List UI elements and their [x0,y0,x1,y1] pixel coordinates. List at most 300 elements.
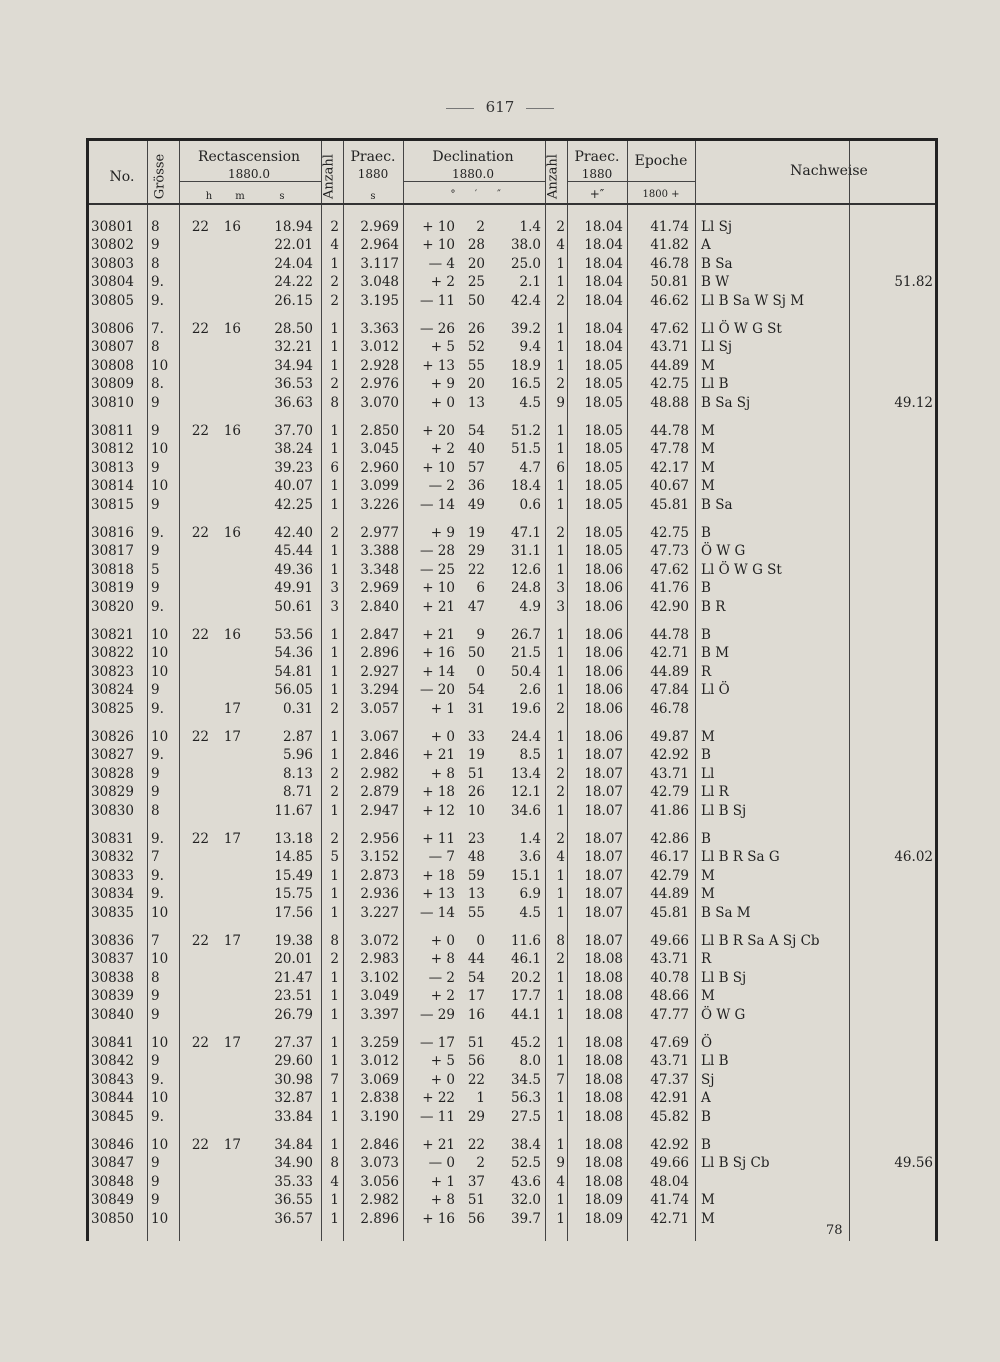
cell-epoche: 44.89 [650,358,689,374]
cell-groesse: 8. [151,376,164,392]
header-ra-unit-s: s [279,191,285,202]
cell-decl-sec: 15.1 [510,868,541,884]
cell-anzahl-decl: 2 [556,831,565,847]
cell-decl-sec: 13.4 [510,766,541,782]
cell-decl-deg: — 14 [420,905,455,921]
cell-decl-sec: 4.7 [519,460,541,476]
cell-praec-decl: 18.08 [584,1109,623,1125]
cell-groesse: 9 [151,1155,160,1171]
cell-praec-ra: 2.983 [360,951,399,967]
cell-anzahl-ra: 1 [330,1053,339,1069]
cell-decl-deg: + 2 [430,441,455,457]
cell-anzahl-decl: 1 [556,886,565,902]
cell-epoche: 47.77 [650,1007,689,1023]
cell-groesse: 9. [151,868,164,884]
cell-praec-decl: 18.04 [584,219,623,235]
cell-epoche: 42.92 [650,1137,689,1153]
cell-groesse: 10 [151,627,169,643]
cell-anzahl-decl: 6 [556,460,565,476]
cell-praec-decl: 18.07 [584,766,623,782]
cell-anzahl-ra: 1 [330,627,339,643]
cell-nachweise: Ll B Sj Cb [701,1155,770,1171]
cell-ra-s: 15.75 [274,886,313,902]
cell-praec-ra: 2.956 [360,831,399,847]
cell-groesse: 9 [151,1007,160,1023]
cell-anzahl-ra: 1 [330,664,339,680]
cell-groesse: 9 [151,1053,160,1069]
cell-praec-ra: 2.846 [360,747,399,763]
cell-groesse: 9. [151,1109,164,1125]
cell-number: 30802 [91,237,134,253]
cell-praec-decl: 18.05 [584,525,623,541]
header-ra-epoch: 1880.0 [228,167,270,181]
cell-decl-deg: + 0 [430,933,455,949]
cell-decl-sec: 6.9 [519,886,541,902]
cell-decl-deg: — 2 [428,970,455,986]
cell-praec-ra: 2.847 [360,627,399,643]
cell-decl-sec: 9.4 [519,339,541,355]
cell-epoche: 48.04 [650,1174,689,1190]
cell-epoche: 47.73 [650,543,689,559]
cell-nachweise: M [701,886,715,902]
cell-praec-ra: 3.117 [360,256,399,272]
cell-ra-h: 22 [191,423,209,439]
header-ra-unit-m: m [235,191,245,202]
cell-number: 30850 [91,1211,134,1227]
cell-groesse: 9 [151,784,160,800]
cell-decl-min: 55 [467,905,485,921]
cell-groesse: 10 [151,905,169,921]
cell-number: 30821 [91,627,134,643]
cell-epoche: 47.84 [650,682,689,698]
cell-decl-deg: — 17 [420,1035,455,1051]
cell-decl-sec: 19.6 [510,701,541,717]
cell-decl-sec: 1.4 [519,831,541,847]
cell-number: 30824 [91,682,134,698]
cell-decl-sec: 24.4 [510,729,541,745]
cell-groesse: 8 [151,339,160,355]
cell-anzahl-ra: 1 [330,1137,339,1153]
cell-number: 30836 [91,933,134,949]
sheet-signature: 78 [826,1223,843,1238]
cell-decl-sec: 46.1 [510,951,541,967]
cell-anzahl-ra: 7 [330,1072,339,1088]
header-praec-decl-unit: +″ [589,187,605,201]
cell-anzahl-decl: 1 [556,1109,565,1125]
cell-ra-m: 17 [223,1137,241,1153]
cell-anzahl-decl: 1 [556,747,565,763]
cell-anzahl-ra: 2 [330,951,339,967]
cell-decl-min: 19 [467,525,485,541]
cell-anzahl-decl: 1 [556,970,565,986]
cell-decl-min: 26 [467,784,485,800]
cell-decl-sec: 27.5 [510,1109,541,1125]
cell-praec-ra: 2.977 [360,525,399,541]
cell-epoche: 45.82 [650,1109,689,1125]
header-anzahl-ra: Anzahl [321,154,337,199]
cell-epoche: 42.75 [650,525,689,541]
cell-anzahl-ra: 1 [330,1035,339,1051]
cell-praec-ra: 2.964 [360,237,399,253]
cell-groesse: 9. [151,886,164,902]
cell-epoche: 42.91 [650,1090,689,1106]
cell-number: 30818 [91,562,134,578]
cell-number: 30822 [91,645,134,661]
cell-groesse: 10 [151,441,169,457]
cell-anzahl-ra: 1 [330,543,339,559]
cell-nachweise: Ll B R Sa G [701,849,780,865]
cell-anzahl-ra: 1 [330,1090,339,1106]
cell-number: 30843 [91,1072,134,1088]
cell-anzahl-ra: 3 [330,580,339,596]
cell-decl-deg: — 11 [420,293,455,309]
cell-praec-decl: 18.07 [584,747,623,763]
cell-decl-min: 44 [467,951,485,967]
cell-praec-decl: 18.05 [584,358,623,374]
cell-ra-s: 24.22 [274,274,313,290]
cell-groesse: 9. [151,831,164,847]
cell-decl-min: 22 [467,1072,485,1088]
cell-praec-ra: 3.259 [360,1035,399,1051]
cell-decl-min: 52 [467,339,485,355]
cell-anzahl-decl: 1 [556,988,565,1004]
cell-decl-deg: + 22 [422,1090,455,1106]
cell-decl-deg: + 10 [422,237,455,253]
cell-groesse: 10 [151,358,169,374]
cell-anzahl-ra: 1 [330,970,339,986]
cell-groesse: 8 [151,803,160,819]
cell-decl-min: 55 [467,358,485,374]
cell-ra-m: 16 [223,423,241,439]
cell-groesse: 7 [151,849,160,865]
cell-ra-s: 36.63 [274,395,313,411]
cell-anzahl-ra: 1 [330,1007,339,1023]
cell-anzahl-decl: 1 [556,1137,565,1153]
cell-decl-deg: + 9 [430,376,455,392]
header-decl-unit-sec: ″ [497,189,501,200]
cell-decl-sec: 4.5 [519,395,541,411]
cell-praec-decl: 18.07 [584,784,623,800]
cell-ra-s: 11.67 [274,803,313,819]
cell-anzahl-ra: 1 [330,729,339,745]
cell-praec-decl: 18.08 [584,1053,623,1069]
cell-praec-ra: 3.348 [360,562,399,578]
cell-nachweise: B [701,525,711,541]
cell-epoche: 49.66 [650,933,689,949]
cell-praec-ra: 3.388 [360,543,399,559]
cell-nachweise: A [701,237,711,253]
cell-decl-min: 51 [467,1192,485,1208]
cell-decl-deg: + 1 [430,701,455,717]
cell-decl-deg: + 12 [422,803,455,819]
cell-praec-decl: 18.05 [584,441,623,457]
cell-epoche: 49.66 [650,1155,689,1171]
cell-decl-deg: + 18 [422,868,455,884]
cell-epoche: 50.81 [650,274,689,290]
cell-ra-s: 22.01 [274,237,313,253]
cell-praec-ra: 2.846 [360,1137,399,1153]
cell-praec-ra: 3.073 [360,1155,399,1171]
cell-ra-s: 34.94 [274,358,313,374]
cell-ra-s: 54.81 [274,664,313,680]
cell-praec-decl: 18.06 [584,599,623,615]
cell-praec-ra: 2.982 [360,1192,399,1208]
cell-decl-sec: 12.1 [510,784,541,800]
cell-ra-h: 22 [191,729,209,745]
cell-groesse: 9. [151,747,164,763]
column-rule [567,141,568,1241]
cell-mean-epoch: 49.56 [894,1155,933,1171]
cell-number: 30845 [91,1109,134,1125]
cell-praec-ra: 2.960 [360,460,399,476]
cell-decl-sec: 38.4 [510,1137,541,1153]
cell-anzahl-ra: 1 [330,868,339,884]
cell-decl-deg: + 2 [430,988,455,1004]
cell-ra-s: 21.47 [274,970,313,986]
cell-praec-ra: 2.982 [360,766,399,782]
cell-number: 30803 [91,256,134,272]
cell-praec-decl: 18.08 [584,1174,623,1190]
cell-epoche: 46.78 [650,701,689,717]
cell-number: 30814 [91,478,134,494]
cell-anzahl-ra: 1 [330,256,339,272]
cell-ra-s: 14.85 [274,849,313,865]
cell-praec-ra: 3.072 [360,933,399,949]
cell-number: 30828 [91,766,134,782]
cell-nachweise: M [701,460,715,476]
cell-ra-s: 27.37 [274,1035,313,1051]
cell-number: 30835 [91,905,134,921]
cell-anzahl-decl: 1 [556,423,565,439]
cell-anzahl-ra: 1 [330,803,339,819]
cell-decl-deg: + 13 [422,886,455,902]
cell-praec-ra: 3.069 [360,1072,399,1088]
cell-anzahl-ra: 4 [330,1174,339,1190]
cell-groesse: 7 [151,933,160,949]
cell-praec-decl: 18.09 [584,1192,623,1208]
cell-anzahl-ra: 1 [330,747,339,763]
cell-praec-ra: 2.873 [360,868,399,884]
cell-ra-s: 13.18 [274,831,313,847]
cell-nachweise: B Sa [701,497,733,513]
cell-praec-decl: 18.04 [584,237,623,253]
cell-anzahl-ra: 1 [330,682,339,698]
cell-groesse: 5 [151,562,160,578]
cell-anzahl-ra: 4 [330,237,339,253]
cell-number: 30809 [91,376,134,392]
cell-decl-sec: 11.6 [510,933,541,949]
cell-anzahl-ra: 1 [330,645,339,661]
cell-decl-sec: 24.8 [510,580,541,596]
cell-praec-decl: 18.06 [584,664,623,680]
cell-decl-sec: 50.4 [510,664,541,680]
cell-epoche: 42.71 [650,645,689,661]
cell-decl-sec: 8.5 [519,747,541,763]
cell-praec-decl: 18.07 [584,849,623,865]
cell-anzahl-decl: 2 [556,701,565,717]
cell-praec-decl: 18.08 [584,1137,623,1153]
cell-nachweise: Ll Ö W G St [701,562,782,578]
cell-anzahl-ra: 1 [330,441,339,457]
cell-epoche: 41.76 [650,580,689,596]
cell-praec-ra: 2.896 [360,1211,399,1227]
cell-epoche: 42.75 [650,376,689,392]
cell-praec-ra: 3.227 [360,905,399,921]
cell-decl-min: 17 [467,988,485,1004]
cell-nachweise: Ö W G [701,543,746,559]
cell-anzahl-decl: 8 [556,933,565,949]
cell-decl-min: 13 [467,886,485,902]
header-praec-ra-year: 1880 [357,167,389,181]
cell-praec-decl: 18.08 [584,988,623,1004]
cell-ra-m: 17 [223,933,241,949]
header-praec-ra-unit: s [370,191,376,202]
cell-decl-deg: + 21 [422,747,455,763]
cell-ra-s: 28.50 [274,321,313,337]
cell-anzahl-decl: 1 [556,497,565,513]
cell-decl-deg: + 8 [430,766,455,782]
cell-decl-deg: + 10 [422,460,455,476]
cell-praec-ra: 3.099 [360,478,399,494]
cell-decl-sec: 2.1 [519,274,541,290]
cell-anzahl-decl: 2 [556,784,565,800]
cell-epoche: 47.78 [650,441,689,457]
cell-ra-m: 17 [223,1035,241,1051]
cell-epoche: 45.81 [650,905,689,921]
cell-decl-sec: 51.5 [510,441,541,457]
cell-ra-h: 22 [191,831,209,847]
cell-praec-decl: 18.05 [584,460,623,476]
cell-anzahl-decl: 1 [556,1090,565,1106]
cell-decl-deg: + 13 [422,358,455,374]
cell-decl-min: 19 [467,747,485,763]
cell-nachweise: R [701,951,712,967]
cell-ra-h: 22 [191,321,209,337]
cell-decl-deg: — 2 [428,478,455,494]
cell-praec-decl: 18.08 [584,970,623,986]
cell-number: 30819 [91,580,134,596]
cell-praec-ra: 2.969 [360,219,399,235]
cell-nachweise: Ll B R Sa A Sj Cb [701,933,820,949]
cell-ra-s: 24.04 [274,256,313,272]
cell-anzahl-decl: 1 [556,627,565,643]
cell-anzahl-decl: 1 [556,682,565,698]
cell-nachweise: B [701,1137,711,1153]
header-groesse: Grösse [152,153,168,200]
cell-nachweise: B Sa M [701,905,751,921]
cell-praec-decl: 18.06 [584,729,623,745]
cell-nachweise: Ö [701,1035,713,1051]
cell-anzahl-ra: 1 [330,497,339,513]
cell-praec-ra: 3.012 [360,1053,399,1069]
cell-anzahl-ra: 1 [330,478,339,494]
cell-ra-s: 19.38 [274,933,313,949]
cell-decl-deg: + 8 [430,1192,455,1208]
cell-decl-deg: — 28 [420,543,455,559]
cell-decl-deg: — 26 [420,321,455,337]
cell-ra-s: 26.79 [274,1007,313,1023]
cell-decl-sec: 47.1 [510,525,541,541]
cell-praec-decl: 18.08 [584,1007,623,1023]
cell-decl-min: 23 [467,831,485,847]
cell-ra-m: 17 [223,701,241,717]
cell-praec-ra: 2.879 [360,784,399,800]
cell-nachweise: M [701,988,715,1004]
cell-decl-min: 31 [467,701,485,717]
cell-nachweise: B [701,580,711,596]
cell-number: 30837 [91,951,134,967]
cell-epoche: 42.79 [650,868,689,884]
cell-decl-deg: + 16 [422,1211,455,1227]
cell-anzahl-decl: 1 [556,1192,565,1208]
cell-groesse: 9 [151,766,160,782]
cell-groesse: 9. [151,293,164,309]
cell-anzahl-decl: 9 [556,395,565,411]
cell-praec-ra: 2.896 [360,645,399,661]
cell-nachweise: B Sa Sj [701,395,751,411]
cell-anzahl-decl: 1 [556,1007,565,1023]
cell-ra-s: 42.25 [274,497,313,513]
cell-decl-sec: 18.4 [510,478,541,494]
cell-groesse: 9 [151,988,160,1004]
cell-decl-deg: — 29 [420,1007,455,1023]
cell-ra-s: 49.91 [274,580,313,596]
cell-anzahl-ra: 2 [330,701,339,717]
cell-decl-deg: + 10 [422,580,455,596]
cell-decl-min: 59 [467,868,485,884]
cell-epoche: 41.86 [650,803,689,819]
cell-groesse: 10 [151,1035,169,1051]
cell-epoche: 41.74 [650,219,689,235]
cell-anzahl-ra: 8 [330,395,339,411]
cell-ra-m: 17 [223,729,241,745]
cell-decl-sec: 8.0 [519,1053,541,1069]
cell-anzahl-decl: 1 [556,905,565,921]
cell-epoche: 46.78 [650,256,689,272]
cell-epoche: 49.87 [650,729,689,745]
cell-decl-deg: — 7 [428,849,455,865]
cell-groesse: 9 [151,1174,160,1190]
cell-number: 30808 [91,358,134,374]
column-rule [627,141,628,1241]
cell-decl-deg: + 0 [430,395,455,411]
cell-praec-decl: 18.05 [584,497,623,513]
cell-praec-ra: 3.048 [360,274,399,290]
cell-number: 30831 [91,831,134,847]
cell-praec-decl: 18.06 [584,627,623,643]
cell-number: 30829 [91,784,134,800]
cell-praec-ra: 2.838 [360,1090,399,1106]
cell-ra-m: 16 [223,219,241,235]
cell-groesse: 7. [151,321,164,337]
cell-number: 30839 [91,988,134,1004]
cell-epoche: 44.78 [650,627,689,643]
cell-ra-s: 54.36 [274,645,313,661]
cell-nachweise: M [701,729,715,745]
cell-nachweise: B Sa [701,256,733,272]
cell-decl-min: 0 [476,933,485,949]
cell-ra-s: 35.33 [274,1174,313,1190]
cell-anzahl-ra: 6 [330,460,339,476]
cell-decl-min: 56 [467,1211,485,1227]
cell-anzahl-decl: 2 [556,951,565,967]
cell-groesse: 9 [151,237,160,253]
cell-ra-s: 5.96 [282,747,313,763]
cell-anzahl-decl: 1 [556,358,565,374]
cell-decl-sec: 17.7 [510,988,541,1004]
cell-ra-s: 30.98 [274,1072,313,1088]
cell-groesse: 8 [151,219,160,235]
